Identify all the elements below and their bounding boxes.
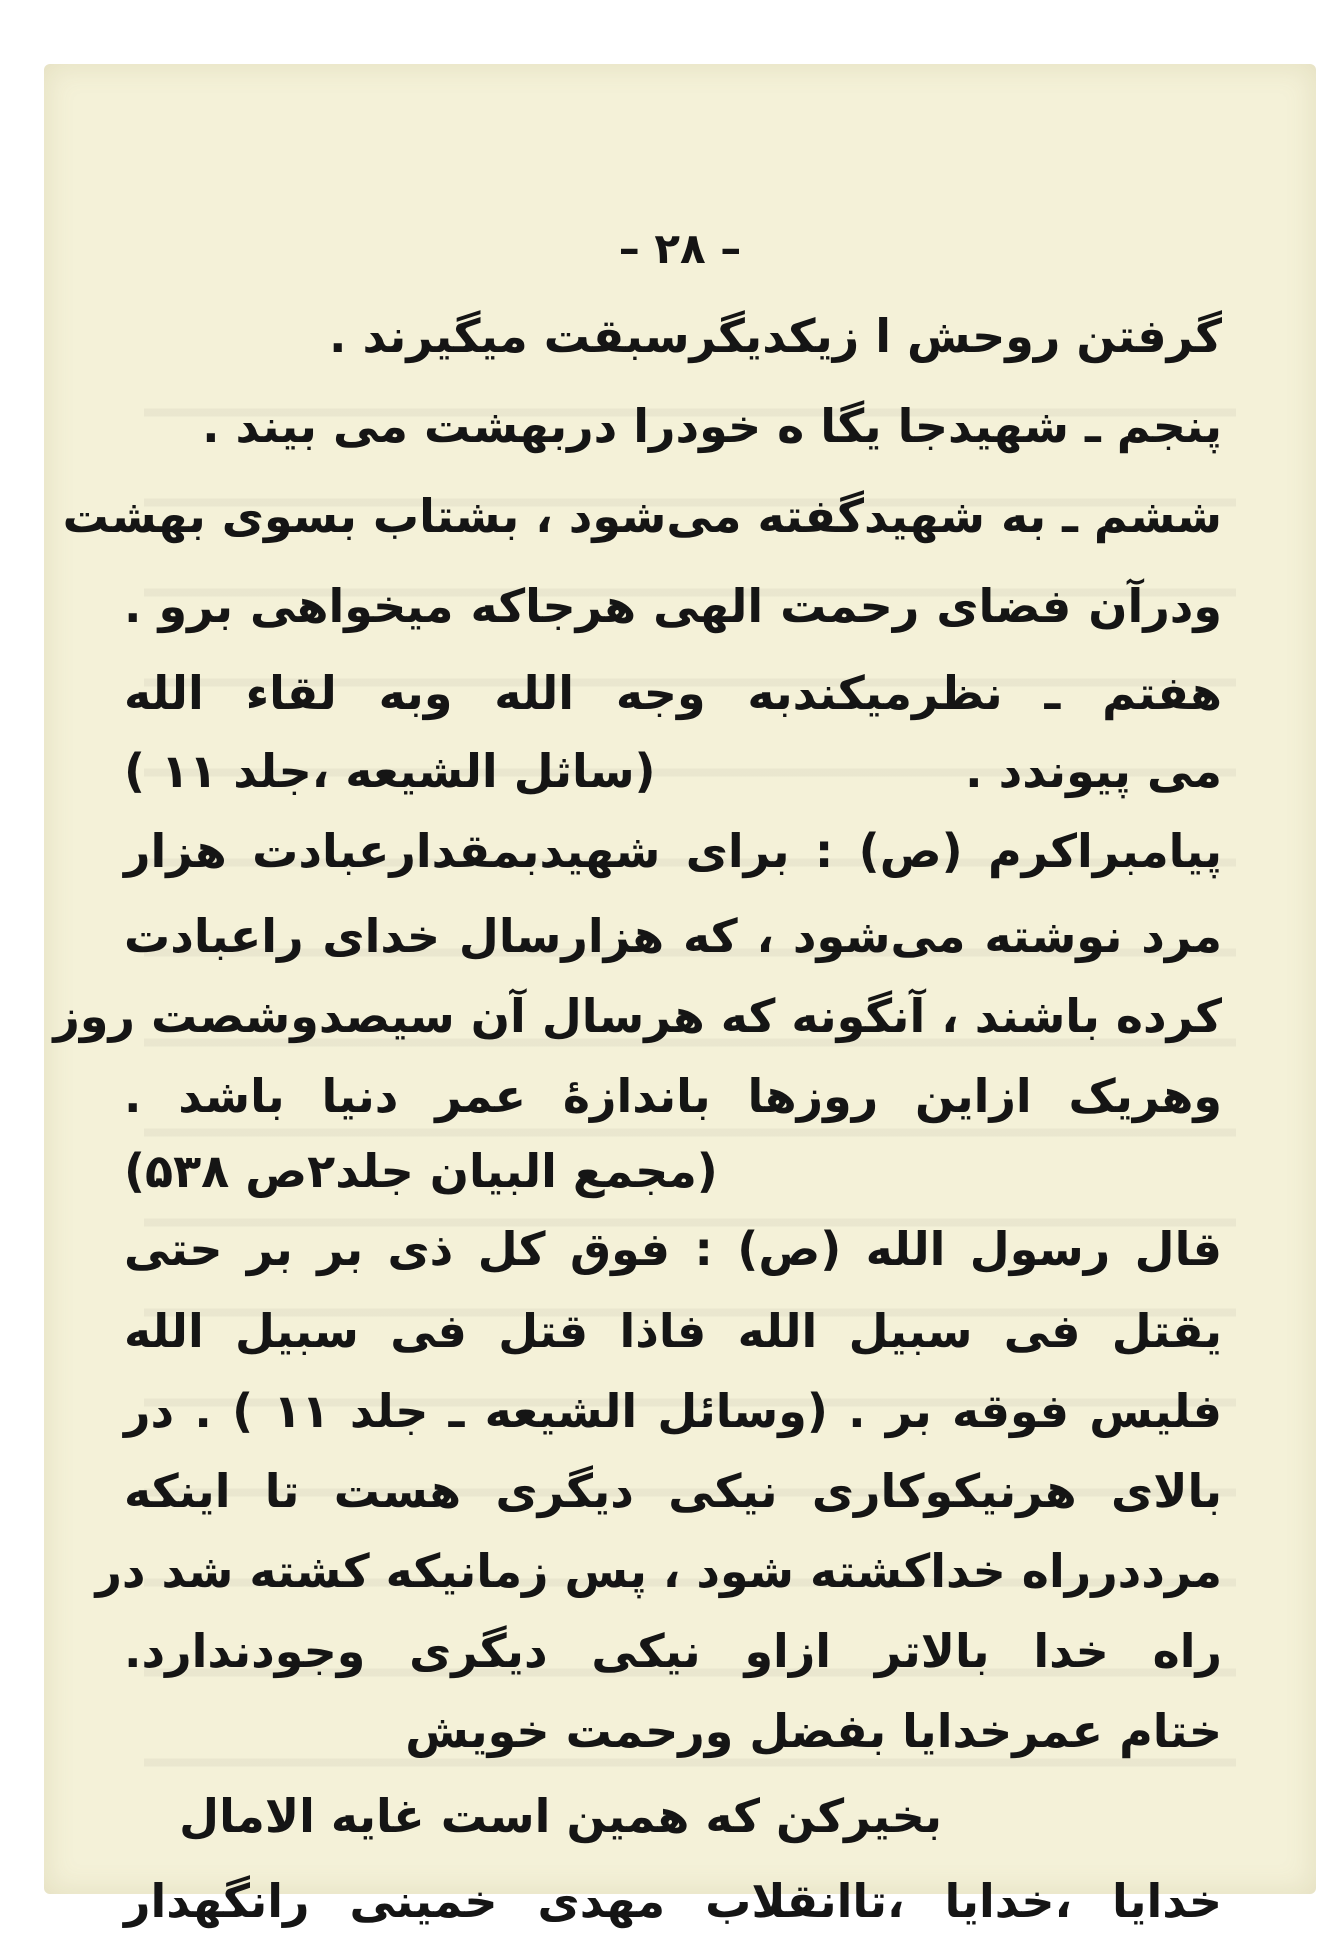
text-line: راه خدا بالاتر ازاو نیکی دیگری وجودندارد. [124,1624,1222,1678]
body-text [53,64,1222,1928]
text-line: بالای هرنیکوکاری نیکی دیگری هست تا اینکه [124,1464,1222,1518]
text-line: قال رسول الله (ص) : فوق کل ذی بر بر حتی [124,1222,1222,1276]
citation: (ساثل الشیعه ،جلد ۱۱ ) [124,744,656,798]
citation: (مجمع البیان جلد۲ص ۵۳۸) [124,1144,718,1198]
text-line: مرددرراه خداکشته شود ، پس زمانیکه کشته شد در [95,1544,1222,1598]
text-line-with-reference [124,744,1222,799]
text-line: مرد نوشته می‌شود ، که هزارسال خدای راعبادت [124,909,1222,963]
text-line: گرفتن روحش ا زیکدیگرسبقت میگیرند . [328,309,1222,363]
text-line: وهریک ازاین روزها باندازهٔ عمر دنیا باشد . [124,1069,1222,1123]
text-line: کرده باشند ، آنگونه که هرسال آن سیصدوشصت روز [53,989,1222,1043]
text-line: فلیس فوقه بر . (وسائل الشیعه ـ جلد ۱۱ ) . در [124,1384,1222,1438]
poem-line: ختام عمرخدایا بفضل ورحمت خویش [405,1704,1222,1758]
page-number: – ۲۸ – [618,224,742,273]
text-fragment: می پیوندد . [965,744,1222,798]
text-line: ششم ـ به شهیدگفته می‌شود ، بشتاب بسوی بهشت [62,489,1222,543]
text-line: پیامبراکرم (ص) : برای شهیدبمقدارعبادت هزار [124,824,1222,878]
poem-line: بخیرکن که همین است غایه الامال [179,1789,942,1843]
text-line: پنجم ـ شهیدجا یگا ه خودرا دربهشت می بیند . [202,399,1222,453]
book-page [44,64,1316,1928]
text-line: یقتل فی سبیل الله فاذا قتل فی سبیل الله [124,1304,1222,1358]
text-line: خدایا ،خدایا ،تاانقلاب مهدی خمینی رانگهدار [124,1874,1222,1928]
text-line: هفتم ـ نظرمیکندبه وجه الله وبه لقاء الله [124,666,1222,720]
text-line: ودرآن فضای رحمت الهی هرجاکه میخواهی برو . [124,579,1222,633]
